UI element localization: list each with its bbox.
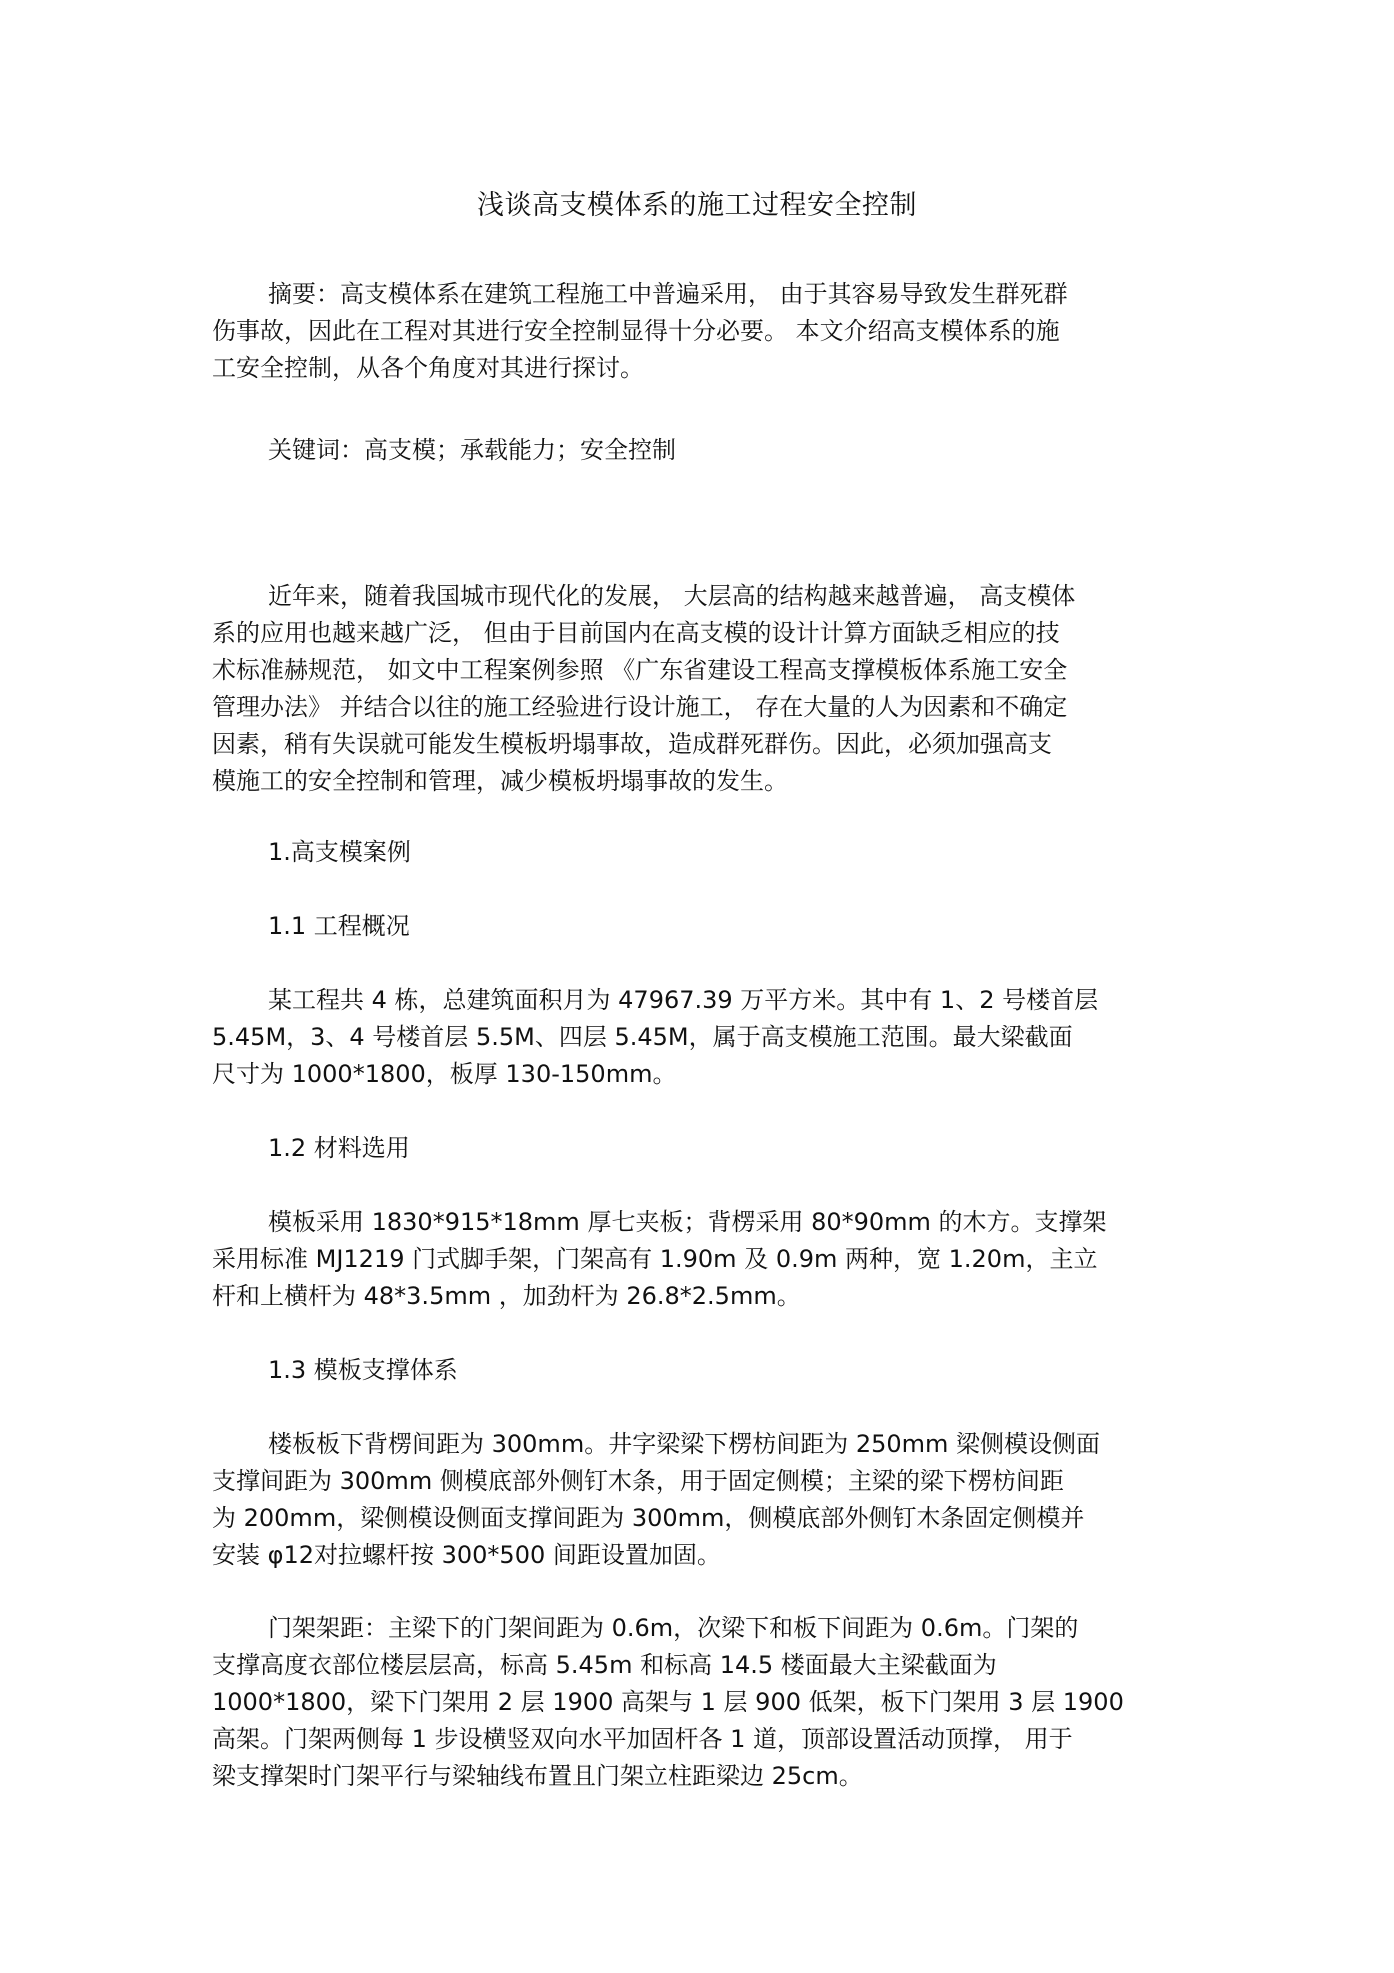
section-1-2-paragraph — [212, 1204, 1197, 1315]
section-1-3-line: 楼板板下背楞间距为 300mm。井字梁梁下楞枋间距为 250mm 梁侧模设侧面 — [268, 1430, 1101, 1458]
intro-line: 术标准赫规范， 如文中工程案例参照 《广东省建设工程高支撑模板体系施工安全 — [212, 656, 1068, 684]
section-heading-1-1: 1.1 工程概况 — [268, 912, 410, 940]
section-1-3-line: 梁支撑架时门架平行与梁轴线布置且门架立柱距梁边 25cm。 — [212, 1762, 863, 1790]
section-heading-1-2: 1.2 材料选用 — [268, 1134, 410, 1162]
section-heading-1: 1.高支模案例 — [268, 838, 411, 866]
keywords-line: 关键词：高支模；承载能力；安全控制 — [268, 436, 676, 464]
section-1-3-line: 支撑高度衣部位楼层层高，标高 5.45m 和标高 14.5 楼面最大主梁截面为 — [212, 1651, 997, 1679]
document-title: 浅谈高支模体系的施工过程安全控制 — [477, 190, 917, 221]
intro-line: 近年来，随着我国城市现代化的发展， 大层高的结构越来越普遍， 高支模体 — [268, 582, 1076, 610]
section-1-2-line: 采用标准 MJ1219 门式脚手架，门架高有 1.90m 及 0.9m 两种，宽 1.20m，主立 — [212, 1245, 1098, 1273]
section-1-3-line: 1000*1800，梁下门架用 2 层 1900 高架与 1 层 900 低架，板下门架用 3 层 1900 — [212, 1688, 1124, 1716]
section-1-3-paragraph-2 — [212, 1610, 1197, 1795]
intro-line: 因素，稍有失误就可能发生模板坍塌事故，造成群死群伤。因此，必须加强高支 — [212, 730, 1052, 758]
section-1-1-line: 尺寸为 1000*1800，板厚 130-150mm。 — [212, 1060, 677, 1088]
section-1-3-line: 高架。门架两侧每 1 步设横竖双向水平加固杆各 1 道，顶部设置活动顶撑， 用于 — [212, 1725, 1073, 1753]
section-1-1-line: 5.45M，3、4 号楼首层 5.5M、四层 5.45M，属于高支模施工范围。最大梁截面 — [212, 1023, 1073, 1051]
section-1-1-paragraph — [212, 982, 1197, 1093]
section-1-3-paragraph-1 — [212, 1426, 1197, 1574]
section-1-3-line: 安装 φ12对拉螺杆按 300*500 间距设置加固。 — [212, 1541, 721, 1569]
intro-line: 模施工的安全控制和管理，减少模板坍塌事故的发生。 — [212, 767, 788, 795]
section-1-3-line: 支撑间距为 300mm 侧模底部外侧钉木条，用于固定侧模；主梁的梁下楞枋间距 — [212, 1467, 1064, 1495]
section-heading-1-3: 1.3 模板支撑体系 — [268, 1356, 458, 1384]
abstract-paragraph — [212, 276, 1197, 387]
intro-line: 系的应用也越来越广泛， 但由于目前国内在高支模的设计计算方面缺乏相应的技 — [212, 619, 1060, 647]
intro-paragraph — [212, 578, 1197, 800]
section-1-3-line: 门架架距：主梁下的门架间距为 0.6m，次梁下和板下间距为 0.6m。门架的 — [268, 1614, 1079, 1642]
intro-line: 管理办法》 并结合以往的施工经验进行设计施工， 存在大量的人为因素和不确定 — [212, 693, 1068, 721]
section-1-3-line: 为 200mm，梁侧模设侧面支撑间距为 300mm，侧模底部外侧钉木条固定侧模并 — [212, 1504, 1085, 1532]
section-1-1-line: 某工程共 4 栋，总建筑面积月为 47967.39 万平方米。其中有 1、2 号楼首层 — [268, 986, 1099, 1014]
abstract-line: 摘要：高支模体系在建筑工程施工中普遍采用， 由于其容易导致发生群死群 — [268, 280, 1068, 308]
section-1-2-line: 杆和上横杆为 48*3.5mm ，加劲杆为 26.8*2.5mm。 — [212, 1282, 801, 1310]
abstract-line: 伤事故，因此在工程对其进行安全控制显得十分必要。 本文介绍高支模体系的施 — [212, 317, 1060, 345]
section-1-2-line: 模板采用 1830*915*18mm 厚七夹板；背楞采用 80*90mm 的木方。支撑架 — [268, 1208, 1107, 1236]
abstract-line: 工安全控制，从各个角度对其进行探讨。 — [212, 354, 644, 382]
